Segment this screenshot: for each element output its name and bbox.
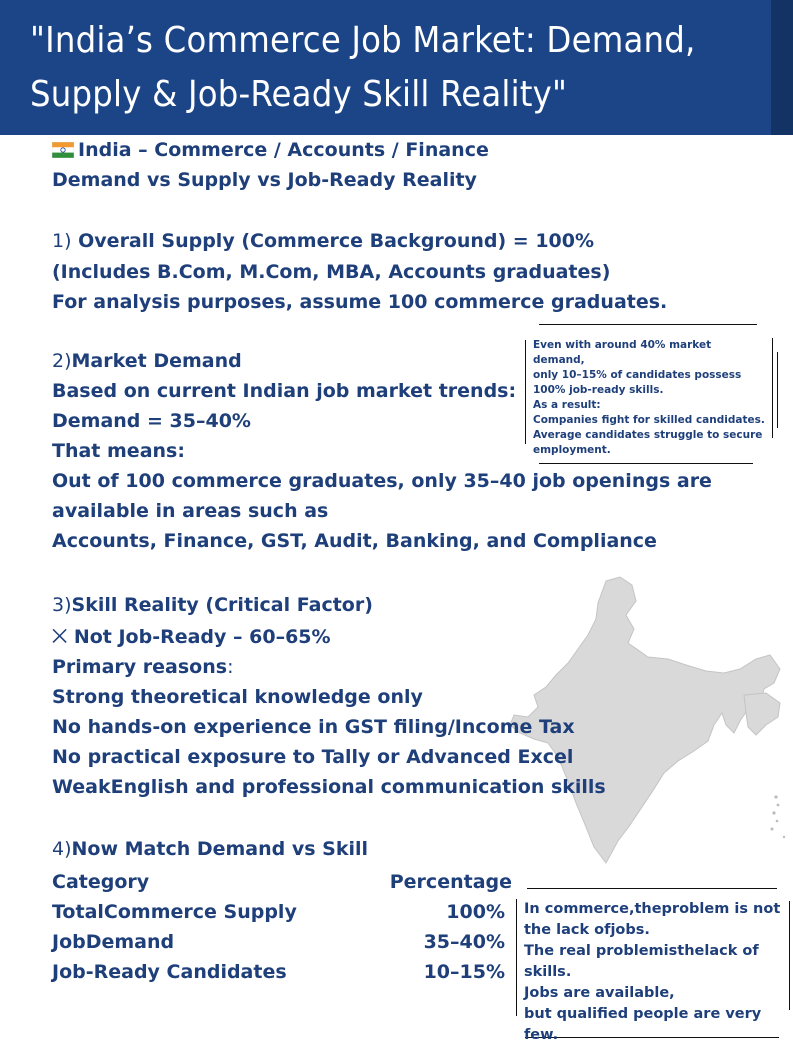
note-line: As a result:	[533, 399, 601, 411]
note-line: Companies fight for skilled candidates.	[533, 414, 765, 426]
section1-line: (Includes B.Com, M.Com, MBA, Accounts graduates)	[52, 261, 611, 283]
section3-heading	[52, 592, 373, 618]
note-border	[772, 338, 773, 438]
note-line: only 10–15% of candidates possess	[533, 369, 742, 381]
note-border	[539, 463, 753, 464]
header-banner	[0, 0, 793, 135]
callout-note-top	[527, 332, 771, 458]
note-line: The real problemisthelack of	[524, 943, 759, 959]
reason-item: WeakEnglish and professional communication skills	[52, 776, 606, 798]
reason-item: Strong theoretical knowledge only	[52, 686, 423, 708]
section1-title: Overall Supply (Commerce Background) = 100%	[78, 230, 595, 252]
note-line: but qualified people are very few.	[524, 1006, 762, 1043]
section4-number: 4)	[52, 838, 72, 860]
note-line: employment.	[533, 444, 611, 456]
section2-line: Demand = 35–40%	[52, 410, 251, 432]
table-row-value: 100%	[446, 901, 505, 923]
section2-line: That means:	[52, 440, 185, 462]
reason-item: No hands-on experience in GST filing/Income Tax	[52, 716, 575, 738]
callout-note-bottom	[519, 895, 787, 1043]
note-line: skills.	[524, 964, 572, 980]
section2-heading	[52, 348, 242, 374]
note-border	[777, 352, 778, 428]
table-header-category: Category	[52, 871, 150, 893]
note-top-text	[533, 338, 765, 458]
note-border	[527, 888, 777, 889]
andaman-islands	[771, 795, 786, 838]
section4-title: Now Match Demand vs Skill	[71, 838, 369, 860]
table-header-percentage: Percentage	[389, 871, 512, 893]
section4-heading	[52, 836, 368, 862]
table-row-value: 35–40%	[423, 931, 505, 953]
table-row-category: JobDemand	[52, 931, 175, 953]
reasons-label: Primary reasons:	[52, 656, 234, 678]
intro-subheading: Demand vs Supply vs Job-Ready Reality	[52, 169, 477, 191]
note-border	[525, 340, 526, 444]
table-row-value: 10–15%	[423, 961, 505, 983]
note-border	[789, 901, 790, 1010]
reason-item: No practical exposure to Tally or Advanced Excel	[52, 746, 574, 768]
table-row-category: TotalCommerce Supply	[52, 901, 297, 923]
section2-line: Accounts, Finance, GST, Audit, Banking, and Compliance	[52, 530, 657, 552]
note-border	[539, 324, 757, 325]
table-row-category: Job-Ready Candidates	[52, 961, 287, 983]
note-line: Even with around 40% market demand,	[533, 339, 712, 366]
section2-line: Out of 100 commerce graduates, only 35–40 job openings are	[52, 470, 712, 492]
section2-line: available in areas such as	[52, 500, 329, 522]
note-line: 100% job-ready skills.	[533, 384, 664, 396]
note-line: Jobs are available,	[524, 985, 675, 1001]
not-ready-line	[52, 624, 331, 650]
section3-number: 3)	[52, 594, 72, 616]
section1-heading	[52, 228, 594, 254]
not-ready-text: Not Job-Ready – 60–65%	[73, 626, 331, 648]
cross-icon: ⨉	[52, 626, 68, 648]
section1-number: 1)	[52, 230, 72, 252]
india-flag-icon	[52, 142, 74, 162]
note-line: In commerce,theproblem is not	[524, 901, 781, 917]
note-border	[516, 899, 517, 1016]
section2-line: Based on current Indian job market trends:	[52, 380, 517, 402]
section1-line: For analysis purposes, assume 100 commerce graduates.	[52, 291, 668, 313]
section2-title: Market Demand	[71, 350, 242, 372]
note-bottom-text	[524, 899, 781, 1046]
india-northeast-shape	[744, 693, 780, 735]
intro-heading: India – Commerce / Accounts / Finance	[78, 139, 489, 161]
page-title: "India’s Commerce Job Market: Demand, Supply & Job-Ready Skill Reality"	[30, 20, 696, 115]
section2-number: 2)	[52, 350, 72, 372]
note-line: the lack ofjobs.	[524, 922, 650, 938]
section3-title: Skill Reality (Critical Factor)	[71, 594, 373, 616]
note-line: Average candidates struggle to secure	[533, 429, 763, 441]
